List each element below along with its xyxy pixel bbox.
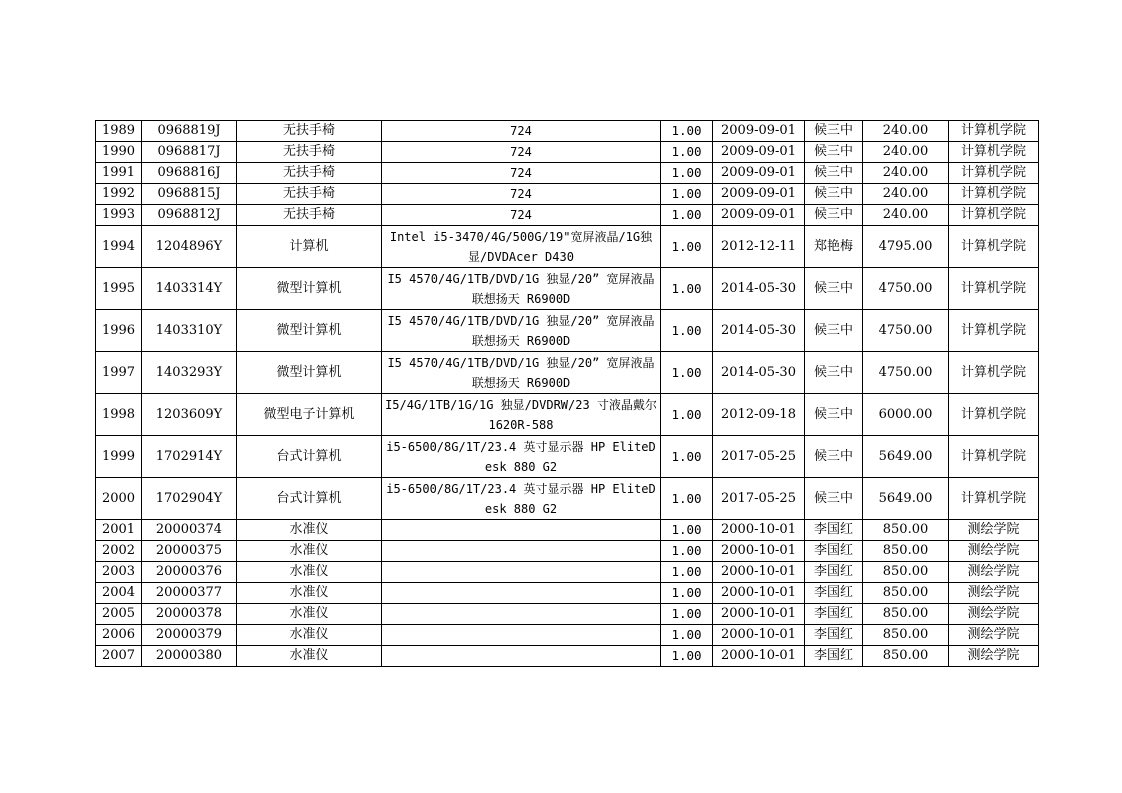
custodian-cell: 候三中 <box>805 352 863 394</box>
table-row <box>96 562 1039 583</box>
asset-name-cell: 无扶手椅 <box>237 205 382 226</box>
custodian-cell: 李国红 <box>805 583 863 604</box>
row-number-cell: 2005 <box>96 604 142 625</box>
spec-cell: I5 4570/4G/1TB/DVD/1G 独显/20” 宽屏液晶联想扬天 R6900D <box>382 310 661 352</box>
spec-cell <box>382 562 661 583</box>
spec-cell <box>382 541 661 562</box>
asset-name-cell: 水准仪 <box>237 625 382 646</box>
quantity-cell: 1.00 <box>661 478 713 520</box>
spec-cell <box>382 646 661 667</box>
custodian-cell: 候三中 <box>805 184 863 205</box>
amount-cell: 850.00 <box>863 541 949 562</box>
row-number-cell: 1992 <box>96 184 142 205</box>
asset-code-cell: 1403314Y <box>142 268 237 310</box>
table-row <box>96 625 1039 646</box>
asset-code-cell: 1203609Y <box>142 394 237 436</box>
row-number-cell: 2007 <box>96 646 142 667</box>
quantity-cell: 1.00 <box>661 562 713 583</box>
asset-name-cell: 台式计算机 <box>237 436 382 478</box>
spec-cell: i5-6500/8G/1T/23.4 英寸显示器 HP EliteDesk 880 G2 <box>382 436 661 478</box>
quantity-cell: 1.00 <box>661 205 713 226</box>
quantity-cell: 1.00 <box>661 520 713 541</box>
asset-code-cell: 0968812J <box>142 205 237 226</box>
date-cell: 2014-05-30 <box>713 352 805 394</box>
date-cell: 2000-10-01 <box>713 541 805 562</box>
table-row <box>96 352 1039 394</box>
date-cell: 2000-10-01 <box>713 562 805 583</box>
amount-cell: 6000.00 <box>863 394 949 436</box>
quantity-cell: 1.00 <box>661 226 713 268</box>
date-cell: 2012-12-11 <box>713 226 805 268</box>
table-row <box>96 205 1039 226</box>
date-cell: 2014-05-30 <box>713 268 805 310</box>
table-row <box>96 226 1039 268</box>
date-cell: 2009-09-01 <box>713 142 805 163</box>
date-cell: 2009-09-01 <box>713 163 805 184</box>
department-cell: 计算机学院 <box>949 436 1039 478</box>
quantity-cell: 1.00 <box>661 142 713 163</box>
asset-code-cell: 1204896Y <box>142 226 237 268</box>
row-number-cell: 1990 <box>96 142 142 163</box>
date-cell: 2017-05-25 <box>713 478 805 520</box>
date-cell: 2009-09-01 <box>713 184 805 205</box>
asset-code-cell: 1702904Y <box>142 478 237 520</box>
department-cell: 计算机学院 <box>949 394 1039 436</box>
row-number-cell: 1996 <box>96 310 142 352</box>
table-row <box>96 268 1039 310</box>
row-number-cell: 1991 <box>96 163 142 184</box>
asset-table <box>95 120 1039 667</box>
asset-name-cell: 水准仪 <box>237 562 382 583</box>
asset-code-cell: 20000374 <box>142 520 237 541</box>
department-cell: 计算机学院 <box>949 163 1039 184</box>
amount-cell: 5649.00 <box>863 478 949 520</box>
quantity-cell: 1.00 <box>661 184 713 205</box>
spec-cell <box>382 583 661 604</box>
custodian-cell: 李国红 <box>805 625 863 646</box>
amount-cell: 850.00 <box>863 562 949 583</box>
asset-name-cell: 水准仪 <box>237 541 382 562</box>
asset-name-cell: 无扶手椅 <box>237 121 382 142</box>
amount-cell: 240.00 <box>863 205 949 226</box>
asset-name-cell: 无扶手椅 <box>237 163 382 184</box>
table-row <box>96 121 1039 142</box>
department-cell: 计算机学院 <box>949 121 1039 142</box>
date-cell: 2000-10-01 <box>713 604 805 625</box>
custodian-cell: 候三中 <box>805 268 863 310</box>
custodian-cell: 李国红 <box>805 604 863 625</box>
date-cell: 2009-09-01 <box>713 205 805 226</box>
amount-cell: 850.00 <box>863 604 949 625</box>
spec-cell: 724 <box>382 163 661 184</box>
quantity-cell: 1.00 <box>661 604 713 625</box>
amount-cell: 240.00 <box>863 184 949 205</box>
spec-cell <box>382 520 661 541</box>
date-cell: 2012-09-18 <box>713 394 805 436</box>
spec-cell: 724 <box>382 205 661 226</box>
asset-code-cell: 1403293Y <box>142 352 237 394</box>
department-cell: 计算机学院 <box>949 310 1039 352</box>
quantity-cell: 1.00 <box>661 268 713 310</box>
amount-cell: 850.00 <box>863 520 949 541</box>
row-number-cell: 2003 <box>96 562 142 583</box>
asset-name-cell: 水准仪 <box>237 604 382 625</box>
row-number-cell: 2002 <box>96 541 142 562</box>
row-number-cell: 1997 <box>96 352 142 394</box>
row-number-cell: 1998 <box>96 394 142 436</box>
asset-code-cell: 20000378 <box>142 604 237 625</box>
spec-cell: I5/4G/1TB/1G/1G 独显/DVDRW/23 寸液晶戴尔 1620R-588 <box>382 394 661 436</box>
asset-code-cell: 1702914Y <box>142 436 237 478</box>
date-cell: 2017-05-25 <box>713 436 805 478</box>
amount-cell: 240.00 <box>863 121 949 142</box>
quantity-cell: 1.00 <box>661 121 713 142</box>
amount-cell: 4750.00 <box>863 268 949 310</box>
row-number-cell: 2000 <box>96 478 142 520</box>
spec-cell: I5 4570/4G/1TB/DVD/1G 独显/20” 宽屏液晶联想扬天 R6900D <box>382 268 661 310</box>
department-cell: 测绘学院 <box>949 625 1039 646</box>
quantity-cell: 1.00 <box>661 646 713 667</box>
asset-name-cell: 水准仪 <box>237 583 382 604</box>
asset-code-cell: 20000379 <box>142 625 237 646</box>
custodian-cell: 候三中 <box>805 205 863 226</box>
asset-code-cell: 1403310Y <box>142 310 237 352</box>
asset-code-cell: 20000380 <box>142 646 237 667</box>
spec-cell: Intel i5-3470/4G/500G/19"宽屏液晶/1G独显/DVDAcer D430 <box>382 226 661 268</box>
quantity-cell: 1.00 <box>661 436 713 478</box>
date-cell: 2000-10-01 <box>713 646 805 667</box>
quantity-cell: 1.00 <box>661 310 713 352</box>
table-row <box>96 163 1039 184</box>
spec-cell: I5 4570/4G/1TB/DVD/1G 独显/20” 宽屏液晶联想扬天 R6900D <box>382 352 661 394</box>
custodian-cell: 李国红 <box>805 520 863 541</box>
table-row <box>96 142 1039 163</box>
table-row <box>96 394 1039 436</box>
quantity-cell: 1.00 <box>661 583 713 604</box>
quantity-cell: 1.00 <box>661 541 713 562</box>
asset-code-cell: 0968817J <box>142 142 237 163</box>
department-cell: 测绘学院 <box>949 604 1039 625</box>
table-row <box>96 541 1039 562</box>
department-cell: 测绘学院 <box>949 541 1039 562</box>
custodian-cell: 郑艳梅 <box>805 226 863 268</box>
asset-name-cell: 无扶手椅 <box>237 184 382 205</box>
asset-name-cell: 水准仪 <box>237 520 382 541</box>
custodian-cell: 候三中 <box>805 142 863 163</box>
department-cell: 计算机学院 <box>949 184 1039 205</box>
custodian-cell: 李国红 <box>805 541 863 562</box>
spec-cell: 724 <box>382 184 661 205</box>
custodian-cell: 候三中 <box>805 478 863 520</box>
asset-name-cell: 无扶手椅 <box>237 142 382 163</box>
department-cell: 计算机学院 <box>949 352 1039 394</box>
row-number-cell: 1994 <box>96 226 142 268</box>
quantity-cell: 1.00 <box>661 163 713 184</box>
spec-cell: i5-6500/8G/1T/23.4 英寸显示器 HP EliteDesk 880 G2 <box>382 478 661 520</box>
row-number-cell: 1993 <box>96 205 142 226</box>
custodian-cell: 候三中 <box>805 394 863 436</box>
asset-code-cell: 0968816J <box>142 163 237 184</box>
row-number-cell: 2001 <box>96 520 142 541</box>
spec-cell: 724 <box>382 121 661 142</box>
asset-name-cell: 计算机 <box>237 226 382 268</box>
amount-cell: 4795.00 <box>863 226 949 268</box>
asset-name-cell: 微型计算机 <box>237 268 382 310</box>
amount-cell: 850.00 <box>863 646 949 667</box>
department-cell: 计算机学院 <box>949 478 1039 520</box>
custodian-cell: 候三中 <box>805 436 863 478</box>
table-body <box>96 121 1039 667</box>
asset-code-cell: 0968815J <box>142 184 237 205</box>
row-number-cell: 1999 <box>96 436 142 478</box>
amount-cell: 850.00 <box>863 583 949 604</box>
amount-cell: 4750.00 <box>863 310 949 352</box>
department-cell: 测绘学院 <box>949 583 1039 604</box>
department-cell: 计算机学院 <box>949 142 1039 163</box>
table-row <box>96 436 1039 478</box>
date-cell: 2009-09-01 <box>713 121 805 142</box>
asset-code-cell: 20000376 <box>142 562 237 583</box>
date-cell: 2000-10-01 <box>713 520 805 541</box>
table-row <box>96 604 1039 625</box>
amount-cell: 240.00 <box>863 142 949 163</box>
asset-name-cell: 台式计算机 <box>237 478 382 520</box>
date-cell: 2000-10-01 <box>713 625 805 646</box>
custodian-cell: 李国红 <box>805 562 863 583</box>
custodian-cell: 李国红 <box>805 646 863 667</box>
asset-name-cell: 微型电子计算机 <box>237 394 382 436</box>
spec-cell <box>382 625 661 646</box>
amount-cell: 850.00 <box>863 625 949 646</box>
asset-code-cell: 0968819J <box>142 121 237 142</box>
table-row <box>96 310 1039 352</box>
date-cell: 2000-10-01 <box>713 583 805 604</box>
custodian-cell: 候三中 <box>805 163 863 184</box>
asset-name-cell: 微型计算机 <box>237 352 382 394</box>
table-row <box>96 520 1039 541</box>
asset-name-cell: 微型计算机 <box>237 310 382 352</box>
asset-name-cell: 水准仪 <box>237 646 382 667</box>
table-row <box>96 184 1039 205</box>
custodian-cell: 候三中 <box>805 121 863 142</box>
asset-code-cell: 20000375 <box>142 541 237 562</box>
row-number-cell: 2006 <box>96 625 142 646</box>
department-cell: 测绘学院 <box>949 646 1039 667</box>
custodian-cell: 候三中 <box>805 310 863 352</box>
amount-cell: 5649.00 <box>863 436 949 478</box>
row-number-cell: 1995 <box>96 268 142 310</box>
date-cell: 2014-05-30 <box>713 310 805 352</box>
department-cell: 测绘学院 <box>949 520 1039 541</box>
spec-cell <box>382 604 661 625</box>
amount-cell: 4750.00 <box>863 352 949 394</box>
asset-code-cell: 20000377 <box>142 583 237 604</box>
quantity-cell: 1.00 <box>661 352 713 394</box>
department-cell: 计算机学院 <box>949 226 1039 268</box>
table-row <box>96 478 1039 520</box>
amount-cell: 240.00 <box>863 163 949 184</box>
department-cell: 计算机学院 <box>949 268 1039 310</box>
row-number-cell: 2004 <box>96 583 142 604</box>
quantity-cell: 1.00 <box>661 625 713 646</box>
spec-cell: 724 <box>382 142 661 163</box>
department-cell: 测绘学院 <box>949 562 1039 583</box>
table-row <box>96 583 1039 604</box>
quantity-cell: 1.00 <box>661 394 713 436</box>
department-cell: 计算机学院 <box>949 205 1039 226</box>
row-number-cell: 1989 <box>96 121 142 142</box>
table-row <box>96 646 1039 667</box>
